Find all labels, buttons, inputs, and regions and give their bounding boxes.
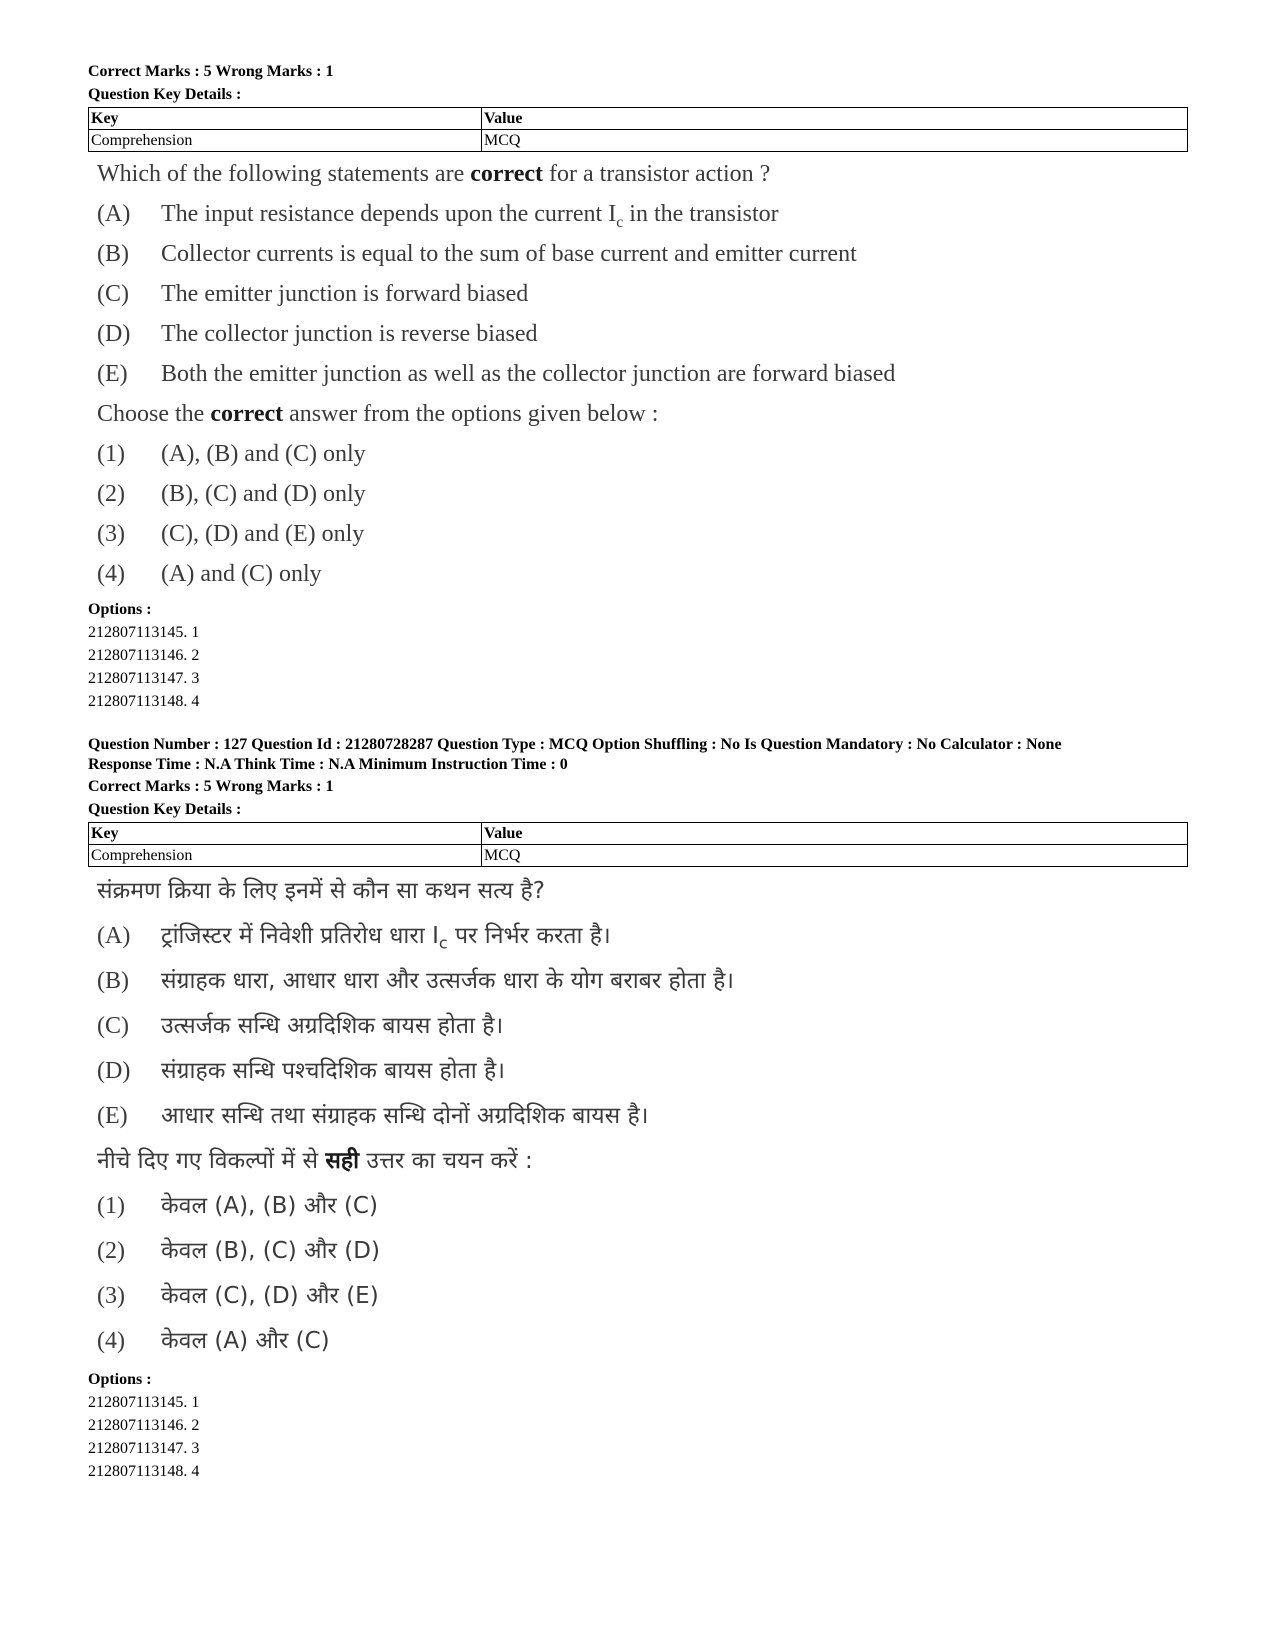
option-id-line: 212807113147. 3 bbox=[88, 1440, 200, 1457]
table-header-row bbox=[89, 108, 1188, 130]
statement-e bbox=[97, 354, 1188, 394]
statement-a: (A) The input resistance depends upon the current $I_c$ in the transistor bbox=[97, 194, 1188, 234]
statement-label: (B) bbox=[97, 968, 129, 994]
table-row bbox=[89, 130, 1188, 152]
answer-option-2 bbox=[97, 474, 1188, 514]
key-details-table bbox=[88, 107, 1188, 152]
statement-text: उत्सर्जक सन्धि अग्रदिशिक बायस होता है। bbox=[161, 1013, 504, 1039]
statement-c bbox=[97, 274, 1188, 314]
answer-text: केवल (A), (B) और (C) bbox=[161, 1193, 378, 1219]
answer-option-4 bbox=[97, 1319, 1188, 1364]
answer-option-3 bbox=[97, 1274, 1188, 1319]
answer-text: केवल (A) और (C) bbox=[161, 1328, 330, 1354]
option-id-line: 212807113147. 3 bbox=[88, 670, 200, 687]
question-content-english bbox=[97, 154, 1188, 594]
statement-d bbox=[97, 314, 1188, 354]
answer-text: (A), (B) and (C) only bbox=[161, 441, 366, 467]
option-id-line: 212807113145. 1 bbox=[88, 624, 200, 641]
answer-option-3 bbox=[97, 514, 1188, 554]
options-title: Options : bbox=[88, 1371, 152, 1388]
answer-label: (1) bbox=[97, 441, 125, 467]
answer-text: (A) and (C) only bbox=[161, 561, 322, 587]
option-id-line: 212807113148. 4 bbox=[88, 693, 200, 710]
table-header-value: Value bbox=[482, 108, 1188, 130]
answer-label: (1) bbox=[97, 1193, 125, 1219]
choose-instruction: नीचे दिए गए विकल्पों में से सही उत्तर का चयन करें : bbox=[97, 1148, 533, 1174]
key-details-table bbox=[88, 822, 1188, 867]
question-stem: संक्रमण क्रिया के लिए इनमें से कौन सा कथन सत्य है? bbox=[97, 878, 545, 904]
key-details-title: Question Key Details : bbox=[88, 801, 242, 818]
question-block-127 bbox=[88, 735, 1188, 1483]
marks-line: Correct Marks : 5 Wrong Marks : 1 bbox=[88, 778, 334, 795]
table-header-value: Value bbox=[482, 823, 1188, 845]
statement-label: (C) bbox=[97, 1013, 129, 1039]
statement-label: (D) bbox=[97, 1058, 131, 1084]
statement-c bbox=[97, 1004, 1188, 1049]
statement-text: संग्राहक सन्धि पश्चदिशिक बायस होता है। bbox=[161, 1058, 505, 1084]
answer-option-1 bbox=[97, 1184, 1188, 1229]
option-id-line: 212807113145. 1 bbox=[88, 1394, 200, 1411]
answer-label: (3) bbox=[97, 521, 125, 547]
statement-text: Collector currents is equal to the sum of base current and emitter current bbox=[161, 241, 857, 267]
question-stem: Which of the following statements are correct for a transistor action ? bbox=[97, 161, 771, 187]
table-cell-value: MCQ bbox=[482, 130, 1188, 152]
timing-info-line: Response Time : N.A Think Time : N.A Minimum Instruction Time : 0 bbox=[88, 756, 568, 773]
statement-text: The collector junction is reverse biased bbox=[161, 321, 538, 347]
question-content-hindi bbox=[97, 869, 1188, 1364]
table-cell-key: Comprehension bbox=[89, 845, 482, 867]
statement-label: (E) bbox=[97, 1103, 128, 1129]
answer-label: (2) bbox=[97, 1238, 125, 1264]
table-row bbox=[89, 845, 1188, 867]
statement-label: (B) bbox=[97, 241, 129, 267]
option-id-line: 212807113146. 2 bbox=[88, 647, 200, 664]
statement-text: Both the emitter junction as well as the collector junction are forward biased bbox=[161, 361, 896, 387]
statement-label: (E) bbox=[97, 361, 128, 387]
statement-text: आधार सन्धि तथा संग्राहक सन्धि दोनों अग्रदिशिक बायस है। bbox=[161, 1103, 649, 1129]
question-info-line: Question Number : 127 Question Id : 21280728287 Question Type : MCQ Option Shuffling : No Is Question Mandatory : No Calculator : None bbox=[88, 736, 1062, 753]
answer-text: (B), (C) and (D) only bbox=[161, 481, 366, 507]
table-header-row bbox=[89, 823, 1188, 845]
choose-instruction: Choose the correct answer from the options given below : bbox=[97, 401, 659, 427]
key-details-title: Question Key Details : bbox=[88, 86, 242, 103]
answer-label: (4) bbox=[97, 1328, 125, 1354]
statement-label: (D) bbox=[97, 321, 131, 347]
answer-label: (3) bbox=[97, 1283, 125, 1309]
statement-a: (A) ट्रांजिस्टर में निवेशी प्रतिरोध धारा $I_c$ पर निर्भर करता है। bbox=[97, 914, 1188, 959]
answer-text: केवल (B), (C) और (D) bbox=[161, 1238, 380, 1264]
answer-option-1 bbox=[97, 434, 1188, 474]
statement-text: The emitter junction is forward biased bbox=[161, 281, 529, 307]
question-block-126 bbox=[88, 60, 1188, 713]
answer-option-4 bbox=[97, 554, 1188, 594]
option-id-line: 212807113146. 2 bbox=[88, 1417, 200, 1434]
marks-line: Correct Marks : 5 Wrong Marks : 1 bbox=[88, 63, 334, 80]
table-cell-key: Comprehension bbox=[89, 130, 482, 152]
statement-d bbox=[97, 1049, 1188, 1094]
answer-label: (2) bbox=[97, 481, 125, 507]
table-cell-value: MCQ bbox=[482, 845, 1188, 867]
options-title: Options : bbox=[88, 601, 152, 618]
answer-label: (4) bbox=[97, 561, 125, 587]
statement-e bbox=[97, 1094, 1188, 1139]
table-header-key: Key bbox=[89, 823, 482, 845]
statement-b bbox=[97, 234, 1188, 274]
answer-text: (C), (D) and (E) only bbox=[161, 521, 365, 547]
statement-label: (A) bbox=[97, 923, 131, 949]
option-id-line: 212807113148. 4 bbox=[88, 1463, 200, 1480]
statement-label: (C) bbox=[97, 281, 129, 307]
answer-text: केवल (C), (D) और (E) bbox=[161, 1283, 379, 1309]
statement-b bbox=[97, 959, 1188, 1004]
table-header-key: Key bbox=[89, 108, 482, 130]
document-page bbox=[88, 60, 1188, 1483]
statement-text: संग्राहक धारा, आधार धारा और उत्सर्जक धारा के योग बराबर होता है। bbox=[161, 968, 735, 994]
answer-option-2 bbox=[97, 1229, 1188, 1274]
statement-label: (A) bbox=[97, 201, 131, 227]
